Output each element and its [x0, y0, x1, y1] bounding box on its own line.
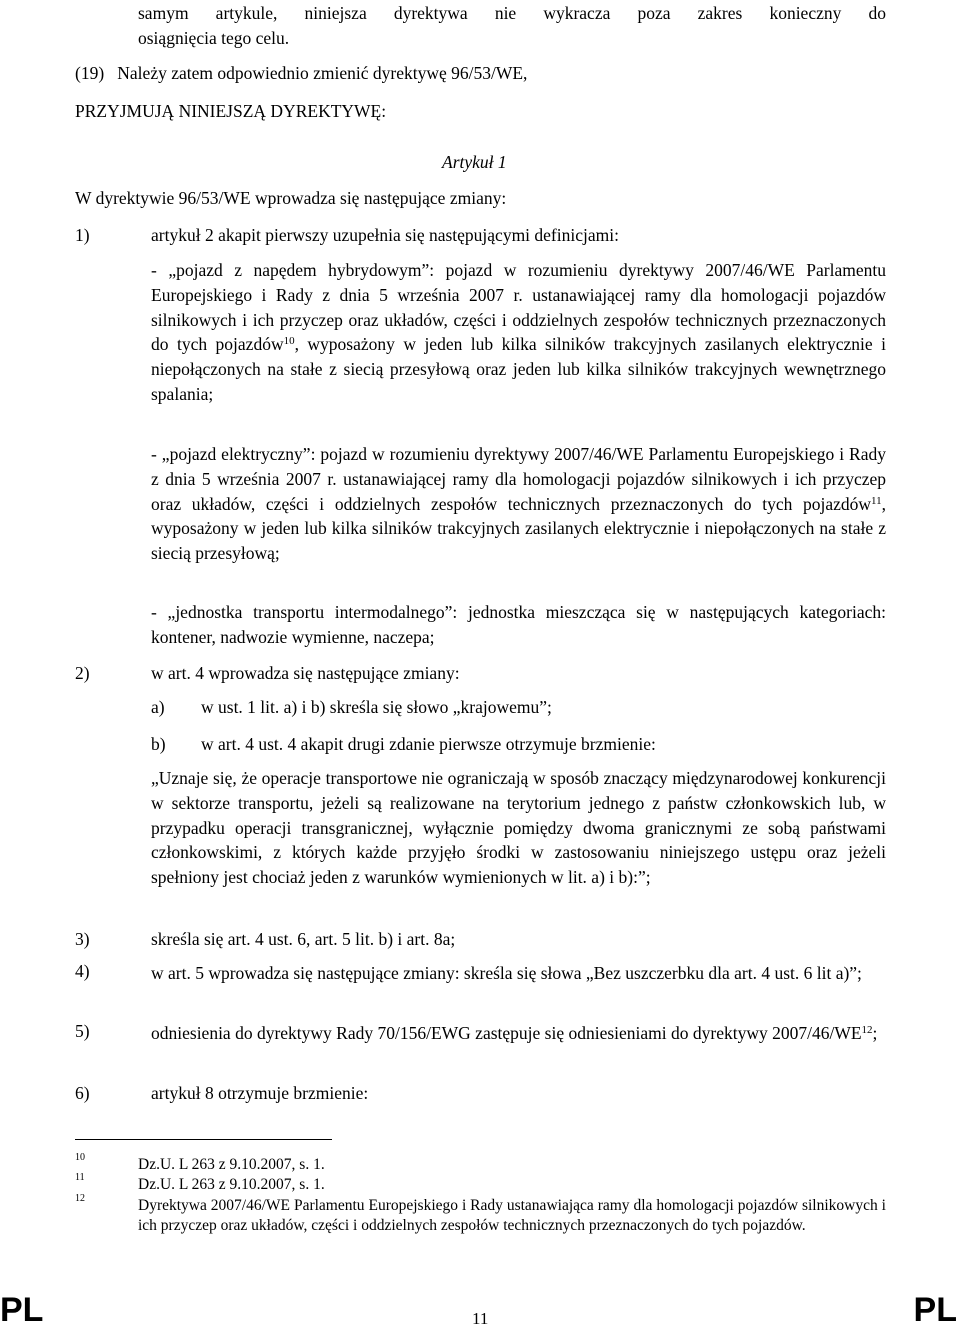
footnote-11-number: 11	[75, 1172, 85, 1183]
recital-19: (19) Należy zatem odpowiednio zmienić dyrektywę 96/53/WE,	[75, 63, 528, 83]
adoption-formula: PRZYJMUJĄ NINIEJSZĄ DYREKTYWĘ:	[75, 101, 387, 121]
subitem-a-number: a)	[151, 697, 165, 717]
continued-text-line-2: osiągnięcia tego celu.	[138, 28, 290, 48]
footnote-10-number: 10	[75, 1152, 85, 1163]
subitem-b-text: w art. 4 ust. 4 akapit drugi zdanie pierwsze otrzymuje brzmienie:	[201, 734, 656, 754]
footer-language-left: PL	[0, 1291, 44, 1329]
footnote-ref-10: 10	[283, 335, 295, 348]
subitem-a-text: w ust. 1 lit. a) i b) skreśla się słowo „krajowemu”;	[201, 697, 552, 717]
footnote-ref-11: 11	[871, 494, 882, 507]
article-heading: Artykuł 1	[442, 152, 507, 172]
item-3-text: skreśla się art. 4 ust. 6, art. 5 lit. b) i art. 8a;	[151, 929, 456, 949]
footnote-separator	[75, 1139, 332, 1140]
item-5-text: odniesienia do dyrektywy Rady 70/156/EWG zastępuje się odniesieniami do dyrektywy 2007/46/WE$^{12}$;	[151, 1023, 878, 1043]
definition-hybrid-vehicle: - „pojazd z napędem hybrydowym”: pojazd w rozumieniu dyrektywy 2007/46/WE Parlamentu Europejskiego i Rady z dnia 5 września 2007 r. ustanawiającej ramy dla homologacji pojazdów silnikowych i ich przyczep oraz układów, części i oddzielnych zespołów technicznych przeznaczonych do tych pojazdów$^{10}$, wyposażony w jeden lub kilka silników trakcyjnych zasilanych elektrycznie i niepołączonych na stałe z siecią przesyłową oraz jeden lub kilka silników trakcyjnych wewnętrznego spalania;	[151, 260, 886, 404]
footnote-12-number: 12	[75, 1193, 85, 1204]
article-lead: W dyrektywie 96/53/WE wprowadza się następujące zmiany:	[75, 188, 507, 208]
footer-language-right: PL	[913, 1291, 957, 1329]
footnote-10-text: Dz.U. L 263 z 9.10.2007, s. 1.	[138, 1156, 325, 1173]
continued-text-line-1: samym artykule, niniejsza dyrektywa nie wykracza poza zakres konieczny do	[138, 3, 886, 23]
item-6-text: artykuł 8 otrzymuje brzmienie:	[151, 1083, 369, 1103]
item-3-number: 3)	[75, 929, 90, 949]
item-6-number: 6)	[75, 1083, 90, 1103]
footnote-11-text: Dz.U. L 263 z 9.10.2007, s. 1.	[138, 1176, 325, 1193]
item-2-text: w art. 4 wprowadza się następujące zmiany:	[151, 663, 460, 683]
item-2-number: 2)	[75, 663, 90, 683]
item-1-text: artykuł 2 akapit pierwszy uzupełnia się następującymi definicjami:	[151, 225, 619, 245]
footnote-ref-12: 12	[861, 1024, 873, 1036]
definition-intermodal-unit: - „jednostka transportu intermodalnego”: jednostka mieszcząca się w następujących kategoriach: kontener, nadwozie wymienne, naczepa;	[151, 602, 886, 647]
amended-provision-quote: „Uznaje się, że operacje transportowe nie ograniczają w sposób znaczący międzynarodowej konkurencji w sektorze transportu, jeżeli są realizowane na terytorium jednego z państw członkowskich lub, w przypadku operacji transgranicznej, wyłącznie pomiędzy dwoma granicznymi ze sobą państwami członkowskimi, z których każde przyjęło środki w zastosowaniu niniejszego ustępu oraz jeżeli spełniony jest chociaż jeden z warunków wymienionych w lit. a) i b):”;	[151, 768, 886, 888]
definition-electric-vehicle: - „pojazd elektryczny”: pojazd w rozumieniu dyrektywy 2007/46/WE Parlamentu Europejskiego i Rady z dnia 5 września 2007 r. ustanawiającej ramy dla homologacji pojazdów silnikowych i ich przyczep oraz układów, części i oddzielnych zespołów technicznych przeznaczonych do tych pojazdów$^{11}$, wyposażony w jeden lub kilka silników trakcyjnych zasilanych elektrycznie i niepołączonych na stałe z siecią przesyłową;	[151, 444, 886, 564]
item-5-number: 5)	[75, 1021, 90, 1041]
item-4-text: w art. 5 wprowadza się następujące zmiany: skreśla się słowa „Bez uszczerbku dla art. 4 ust. 6 lit a)”;	[151, 963, 862, 983]
footnote-12-text: Dyrektywa 2007/46/WE Parlamentu Europejskiego i Rady ustanawiająca ramy dla homologacji pojazdów silnikowych i ich przyczep oraz układów, części i oddzielnych zespołów technicznych przeznaczonych do tych pojazdów.	[138, 1197, 886, 1234]
page-number: 11	[472, 1309, 489, 1328]
item-1-number: 1)	[75, 225, 90, 245]
item-4-number: 4)	[75, 961, 90, 981]
subitem-b-number: b)	[151, 734, 166, 754]
